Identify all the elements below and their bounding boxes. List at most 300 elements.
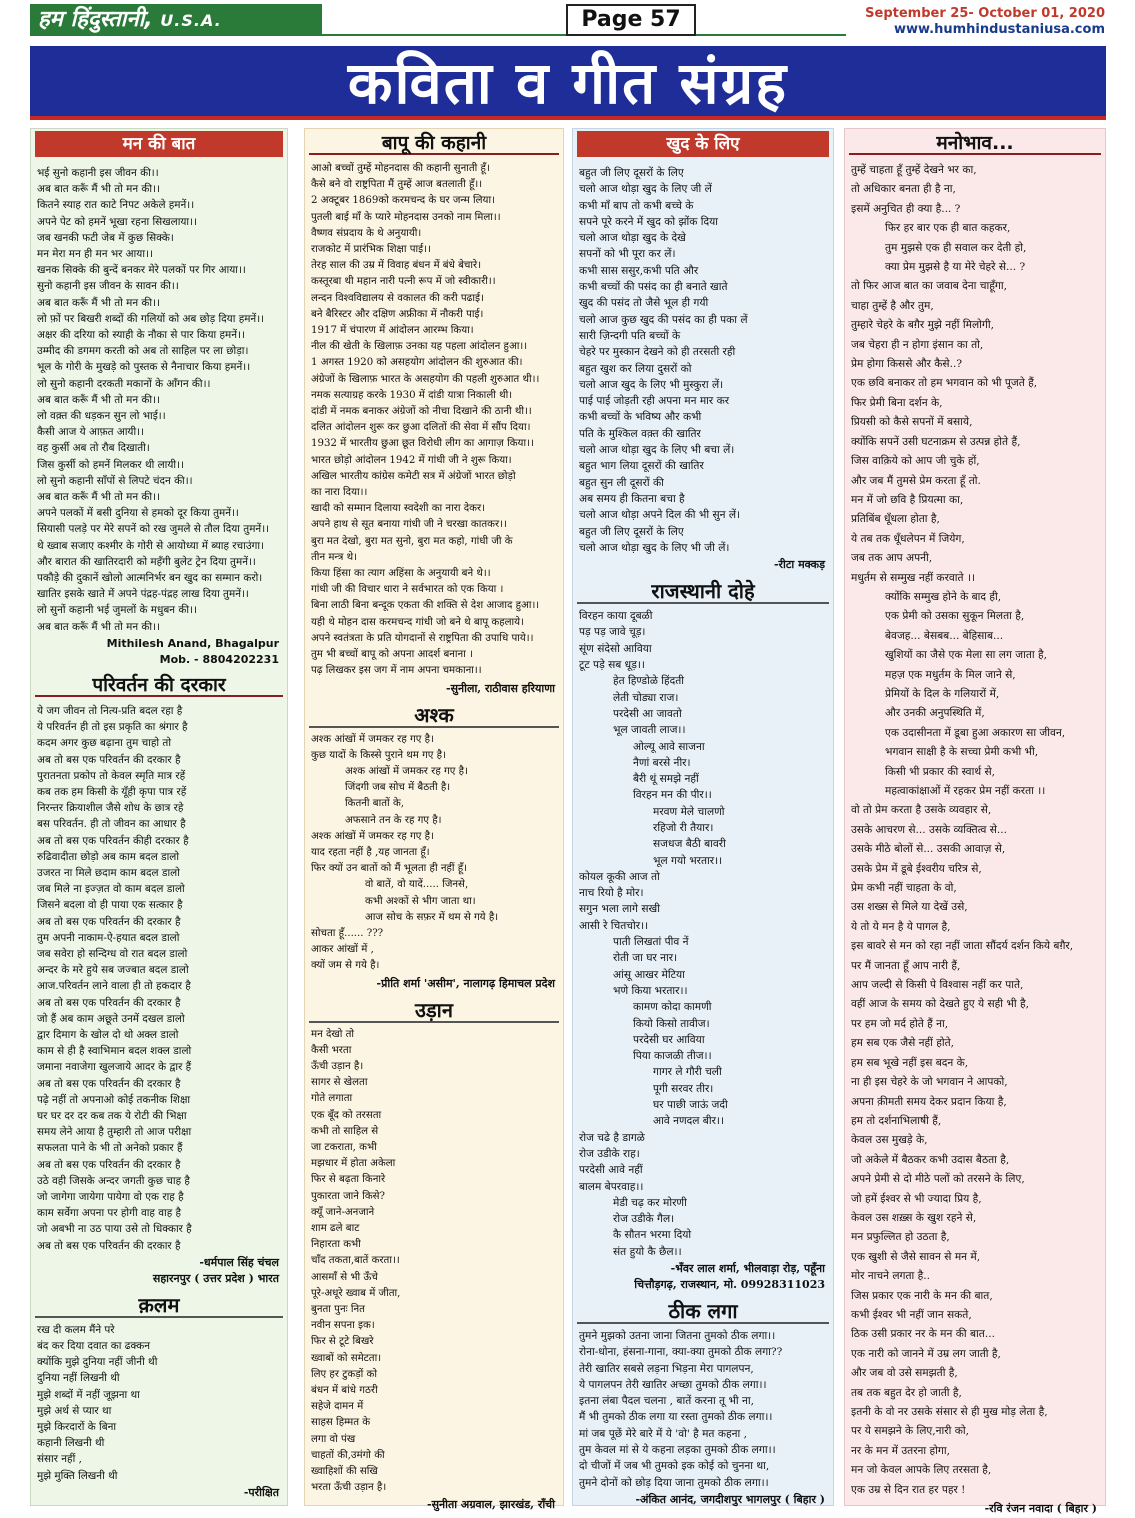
poem-line: नील की खेती के खिलाफ़ उनका यह पहला आंदोलन हुआ।। — [311, 341, 528, 353]
poem-line: नर के मन में उतरना होगा, — [851, 1444, 950, 1457]
poem-line: घर घर दर दर कब तक ये रोटी की भिक्षा — [37, 1109, 187, 1122]
poem-line: पूगी सरवर तीर। — [653, 1082, 714, 1095]
poem-line: पुतली बाई माँ के प्यारे मोहनदास उनको नाम मिला।। — [311, 211, 501, 223]
poem-line: जमाना नवाजेगा खुलजाये आदर के द्वार हैं — [37, 1061, 192, 1074]
poem-line: भरता ऊँची उड़ान है। — [311, 1482, 387, 1494]
poem-line: ऊँची उड़ान है। — [311, 1060, 364, 1072]
poem-line: 2 अक्टूबर 1869को करमचन्द के घर जन्म लिया। — [311, 195, 495, 207]
poem-line: कभी माँ बाप तो कभी बच्चे के — [579, 199, 694, 212]
poem-line: रख दी कलम मैंने परे — [37, 1323, 115, 1336]
poem-title: क़लम — [35, 1292, 283, 1318]
poem-line: महज़ एक मधुर्तम के मिल जाने से, — [885, 668, 1016, 681]
poem-line: वो तो प्रेम करता है उसके व्यवहार से, — [851, 804, 992, 817]
poem-line: बंधन में बांधे गठरी — [311, 1385, 378, 1397]
newspaper-name — [30, 4, 322, 36]
poem-line: रोज चढे है डागळे — [579, 1131, 645, 1144]
poem-line: मैं भी तुमको ठीक लगा या रस्ता तुमको ठीक लगा।। — [579, 1411, 773, 1424]
poem-line: काम से ही है स्वाभिमान बदल शक्ल डालो — [37, 1045, 192, 1058]
poem-line: आवे नणदल बीर।। — [653, 1115, 724, 1128]
poem-line: आज.परिवर्तन लाने वाला ही तो हकदार है — [37, 980, 191, 993]
poem-line: अक्षर की दरिया को स्याही के नौका से पार किया हमनें।। — [37, 329, 245, 342]
poem-line: चाहा तुम्हें है और तुम, — [851, 299, 934, 312]
poem-line: केवल उस शख़्स के खुश रहने से, — [851, 1211, 977, 1224]
newspaper-region: U.S.A. — [160, 11, 222, 30]
poem-line: चाँद तकता,बातें करता।। — [311, 1255, 400, 1267]
poem-line: भगवान साक्षी है के सच्चा प्रेमी कभी भी, — [885, 746, 1039, 759]
poem-line: सपनों को भी पूरा कर लें। — [579, 248, 676, 261]
poem-line: पिया काजळी तीज।। — [633, 1050, 712, 1063]
poem-line: का नारा दिया।। — [311, 487, 368, 499]
poem-line: फिर हर बार एक ही बात कहकर, — [885, 222, 1011, 235]
column-4 — [844, 128, 1106, 1516]
poem-line: तेरी खातिर सबसे लड़ना भिड़ना मेरा पागलपन, — [579, 1362, 754, 1375]
poem-line: बहुत जी लिए दूसरों के लिए — [579, 525, 684, 538]
poem-line: पकौड़े की दुकानें खोलो आत्मनिर्भर बन खुद का सम्मान करो। — [37, 572, 263, 585]
poem-line: पर मैं जानता हूँ आप नारी हैं, — [851, 959, 961, 972]
header-rule-right — [696, 34, 846, 36]
poem-line: लो वक़्त की धड़कन सुन लो भाई।। — [37, 410, 166, 423]
poem-line: तो फिर आज बात का जवाब देना चाहूँगा, — [851, 280, 1007, 293]
poem-line: एक उदासीनता में डूबा हुआ अकारण सा जीवन, — [885, 726, 1066, 739]
poem-line: कैसी भरता — [311, 1044, 352, 1056]
poem-line: अपने प्रेमी से दो मीठे पलों को तरसने के लिए, — [851, 1173, 1025, 1186]
poem-line: लो फ़ों पर बिखरी शब्दों की गलियों को अब छोड़ दिया हमनें।। — [37, 312, 265, 325]
poem-line: एक बूँद को तरसता — [311, 1109, 382, 1121]
poem-line: साहस हिम्मत के — [311, 1417, 371, 1429]
poem-line: अपने पेट को हमनें भूखा रहना सिखलाया।। — [37, 215, 197, 228]
poem-line: ये तो ये मन है ये पागल है, — [851, 920, 951, 933]
poem-line: बने बैरिस्टर और दक्षिण अफ्रीका में नौकरी पाई। — [311, 308, 484, 320]
poem-line: उठे वही जिसके अन्दर जगती कुछ चाह है — [37, 1174, 190, 1187]
poem-line: इतना लंबा पैदल चलना , बातें करना तू भी ना, — [579, 1395, 755, 1408]
poem-line: लेती चोड्या राज। — [613, 691, 679, 704]
poem-line: रोज उडीके राह। — [579, 1147, 640, 1160]
poem-line: रोज उडीके गैल। — [613, 1213, 675, 1226]
poem-title: खुद के लिए — [577, 131, 829, 157]
poem-line: भूल के गोरी के मुखड़े को पुस्तक से नैनाचार किया हमनें।। — [37, 361, 251, 374]
poem-line: पुकारता जाने किसे? — [311, 1190, 386, 1202]
poem-author: -अंकित आनंद, जगदीशपुर भागलपुर ( बिहार ) — [635, 1492, 825, 1506]
poem-line: पाई पाई जोड़ती रही अपना मन मार कर — [579, 395, 730, 408]
poem-body — [305, 1027, 563, 1497]
poem-line: द्वार दिमाग के खोल दो थो अक्ल डालो — [37, 1028, 179, 1041]
poem-line: क्योंकि सम्मुख होने के बाद ही, — [885, 590, 1002, 603]
poem-line: हम तो दर्शनाभिलाषी हैं, — [851, 1114, 942, 1127]
poem-line: जब खनकी फटी जेब में कुछ सिक्के। — [37, 231, 174, 244]
poem-line: ये जग जीवन तो नित्य-प्रति बदल रहा है — [37, 704, 183, 717]
poem-line: आसी रे चितचोर।। — [579, 919, 649, 932]
poem-body — [31, 165, 287, 635]
poem-line: कदम अगर कुछ बढ़ाना तुम चाहो तो — [37, 737, 172, 750]
poem-line: तुम्हें चाहता हूँ तुम्हें देखने भर का, — [851, 164, 977, 176]
poem-line: पुरातनता प्रकोप तो केवल स्मृति मात्र रहें — [37, 769, 186, 782]
poem-author-phone: Mob. - 8804202231 — [159, 652, 279, 666]
poem-line: अब तो बस एक परिवर्तन की दरकार है — [37, 996, 181, 1009]
poem-line: रोती जा घर नार। — [613, 952, 678, 965]
poem-line: पाती लिखतां पीव नें — [613, 936, 689, 949]
poem-line: नमक सत्याग्रह करके 1930 में दांडी यात्रा निकाली थी। — [311, 389, 513, 401]
poem-line: खनक सिक्के की बुन्दें बनकर मेरे पलकों पर गिर आया।। — [37, 264, 246, 277]
poem-body — [31, 703, 287, 1254]
poem-line: परदेसी आ जावतो — [613, 707, 682, 720]
poem-line: कब तक हम किसी के यूँही कृपा पात्र रहें — [37, 785, 187, 798]
poem-line: अन्दर के मरे हुये सब जज्बात बदल डालो — [37, 964, 189, 977]
poem-line: नैणां बरसे नीर। — [633, 756, 691, 769]
poem-line: गांधी जी की विचार धारा ने सर्वभारत को एक किया । — [311, 584, 504, 596]
poem-line: हम सब भूखे नहीं इस बदन के, — [851, 1056, 969, 1069]
column-3 — [572, 128, 834, 1506]
poem-line: जब तक आप अपनी, — [851, 552, 933, 565]
poem-line: अब तो बस एक परिवर्तन की दरकार है — [37, 1239, 181, 1252]
poem-line: बंद कर दिया दवात का ढक्कन — [37, 1340, 150, 1352]
poem-line: तुमने दोनों को छोड़ दिया जाना तुमको ठीक लगा।। — [579, 1476, 769, 1489]
poem-line: 1932 में भारतीय छुआ छूत विरोधी लीग का आगाज़ किया।। — [311, 438, 534, 450]
poem-line: दुनिया नहीं लिखनी थी — [37, 1372, 120, 1385]
column-2 — [304, 128, 564, 1512]
poem-line: कै सौतन भरमा दियो — [613, 1229, 692, 1242]
poem-line: अब समय ही कितना बचा है — [579, 492, 685, 505]
poem-line: गोते लगाता — [311, 1093, 353, 1105]
poem-line: बैरी थूं समझे नहीं — [633, 773, 699, 786]
poem-line: ख्वाहिशों की सखि — [311, 1466, 378, 1478]
page-number: Page 57 — [566, 4, 696, 36]
poem-line: निरन्तर क्रियाशील जैसे शोध के छात्र रहे — [37, 802, 184, 815]
poem-author: -धर्मपाल सिंह चंचल — [199, 1255, 279, 1269]
poem-line: कियो किसो तावीज। — [633, 1017, 710, 1030]
poem-line: कस्तूरबा थी महान नारी पत्नी रूप में जो स्वीकारी।। — [311, 276, 496, 288]
poem-line: फिर से टूटे बिखरे — [311, 1336, 374, 1348]
issue-date: September 25- October 01, 2020 — [865, 6, 1105, 21]
poem-line: आज सोच के सफ़र में थम से गये है। — [365, 911, 499, 923]
poem-line: मुझे अर्थ से प्यार था — [37, 1404, 112, 1417]
poem-author: -सुनीता अग्रवाल, झारखंड, राँची — [427, 1498, 555, 1512]
poem-line: खुद की पसंद तो जैसे भूल ही गयी — [579, 297, 709, 310]
poem-line: कहानी लिखनी थी — [37, 1437, 105, 1450]
poem-line: चेहरे पर मुस्कान देखने को ही तरसती रही — [579, 346, 736, 359]
poem-line: मन देखो तो — [311, 1028, 355, 1040]
poem-line: सूंण संदेसो आविया — [579, 642, 652, 655]
poem-line: यही थे मोहन दास करमचन्द गांधी जो बने थे बापू कहलाये। — [311, 616, 524, 628]
poem-line: उसके आचरण से... उसके व्यक्तित्व से... — [851, 823, 1008, 836]
poem-line: प्रियसी को कैसे सपनों में बसाये, — [851, 416, 973, 429]
poem-line: मन प्रफुल्लित हो उठता है, — [851, 1231, 950, 1244]
poem-line: कोयल कूकी आज तो — [579, 870, 660, 883]
section-banner: कविता व गीत संग्रह — [30, 46, 1106, 120]
poem-line: पर हम जो मर्द होते हैं ना, — [851, 1017, 949, 1030]
poem-line: मझधार में होता अकेला — [311, 1158, 396, 1170]
poem-line: बहुत सुन ली दूसरों की — [579, 476, 664, 489]
poem-line: कभी बच्चों की पसंद का ही बनाते खाते — [579, 281, 728, 294]
poem-line: ये तब तक धूँधलेपन में जियेग, — [851, 532, 965, 545]
poem-title: अश्क — [309, 702, 559, 728]
poem-line: अखिल भारतीय कांग्रेस कमेटी सत्र में अंग्रेजों भारत छोड़ो — [311, 470, 516, 482]
poem-line: निहारता कभी — [311, 1239, 361, 1251]
poem-body — [305, 161, 563, 680]
poem-line: चाहतों की,उमंगो की — [311, 1449, 385, 1461]
poem-line: आसमाँ से भी ऊँचे — [311, 1271, 378, 1283]
poem-author-place: चित्तौड़गढ़, राजस्थान, मो. 09928311023 — [634, 1278, 825, 1291]
poem-line: हेत हिण्डोळे हिंदती — [613, 675, 685, 688]
poem-author: -परीक्षित — [243, 1485, 279, 1499]
poem-line: परदेसी घर आविया — [633, 1033, 705, 1046]
poem-body — [305, 732, 563, 975]
poem-line: जब सवेरा हो सन्दिग्ध वो रात बदल डालो — [37, 947, 188, 960]
poem-line: 1 अगस्त 1920 को असहयोग आंदोलन की शुरुआत की। — [311, 357, 523, 369]
poem-line: मोर नाचने लगता है.. — [851, 1270, 931, 1283]
poem-line: भारत छोड़ो आंदोलन 1942 में गांधी जी ने शुरू किया। — [311, 454, 512, 466]
poem-line: चलो आज कुछ खुद की पसंद का ही पका लें — [579, 313, 748, 326]
poem-line: लन्दन विश्वविद्यालय से वकालत की करी पढाई। — [311, 292, 484, 304]
poem-line: एक खुशी से जैसे सावन से मन में, — [851, 1250, 981, 1263]
poem-line: काम सर्वेगा अपना पर होगी वाह वाह है — [37, 1207, 182, 1220]
poem-line: ख्वाबों को समेटता। — [311, 1352, 382, 1364]
poem-line: बालम बेपरवाह।। — [579, 1180, 644, 1193]
poem-line: घर पाछी जाऊं जदी — [653, 1099, 728, 1112]
poem-line: सोचता हूँ...... ??? — [311, 927, 384, 939]
poem-line: जो अकेले में बैठकर कभी उदास बैठता है, — [851, 1153, 1010, 1166]
poem-line: बेवजह... बेसबब... बेहिसाब... — [885, 629, 1004, 642]
poem-line: 1917 में चंपारण में आंदोलन आरम्भ किया। — [311, 325, 474, 337]
poem-line: राजकोट में प्रारंभिक शिक्षा पाई।। — [311, 244, 431, 256]
poem-line: तब तक बहुत देर हो जाती है, — [851, 1386, 962, 1399]
poem-line: रोना-धोना, हंसना-गाना, क्या-क्या तुमको ठीक लगा?? — [579, 1346, 783, 1359]
newspaper-name-text: हम हिंदुस्तानी, — [38, 7, 153, 32]
poem-line: और जब मैं तुमसे प्रेम करता हूँ तो. — [851, 474, 981, 487]
poem-line: क्यों जम से गये है। — [311, 960, 380, 972]
poem-line: कामण कोदा कामणी — [633, 1001, 712, 1014]
poem-line: लगा वो पंख — [311, 1433, 356, 1445]
poem-line: दलित आंदोलन शुरू कर छुआ दलितों की सेवा में सौंप दिया। — [311, 422, 531, 434]
poem-body — [573, 165, 833, 556]
poem-line: मुझे किरदारों के बिना — [37, 1421, 117, 1434]
poem-line: और बारात की खातिरदारी को महँगी बुलेट ट्रेन दिया तुमनें।। — [37, 555, 256, 568]
poem-body — [573, 1328, 833, 1491]
poem-line: उम्मीद की डगमग करती को अब तो साहिल पर ला छोड़ा। — [37, 345, 249, 358]
poem-line: टूट पड़े सब धूड़।। — [579, 659, 645, 672]
poem-line: तो अधिकार बनता ही है ना, — [851, 183, 956, 196]
poem-line: आंसू आखर मेटिया — [613, 968, 685, 981]
poem-line: सुनो कहानी इस जीवन के सावन की।। — [37, 280, 179, 293]
poem-line: तुम्हारे चेहरे के बग़ैर मुझे नहीं मिलोगी, — [851, 319, 994, 332]
poem-author: -सुनीला, राठीवास हरियाणा — [446, 681, 555, 695]
poem-line: कितने स्याह रात काटे निपट अकेले हमनें।। — [37, 199, 195, 212]
poem-author: -प्रीति शर्मा 'असीम', नालागढ़ हिमाचल प्रदेश — [376, 976, 555, 990]
poem-line: फिर प्रेमी बिना दर्शन के, — [851, 396, 943, 409]
poem-line: केवल उस मुखड़े के, — [851, 1134, 928, 1147]
poem-line: भूल जावती लाज।। — [613, 724, 686, 737]
poem-line: किसी भी प्रकार की स्वार्थ से, — [885, 765, 995, 778]
poem-line: प्रेम कभी नहीं चाहता के वो, — [851, 882, 957, 895]
poem-line: वह कुर्सी अब तो रौब दिखाती। — [37, 442, 150, 455]
poem-line: तुम भी बच्चों बापू को अपना आदर्श बनाना । — [311, 649, 473, 661]
poem-line: अब बात करूँ मैं भी तो मन की।। — [37, 296, 160, 309]
poem-line: मधुर्तम से सम्मुख नहीं करवाते ।। — [851, 571, 975, 584]
poem-author: -रीटा मक्कड़ — [773, 558, 825, 572]
poem-line: कभी अश्कों से भीग जाता था। — [365, 895, 476, 907]
poem-line: पढ़ लिखकर इस जग में नाम अपना चमकाना।। — [311, 665, 482, 677]
poem-line: सगुन भला लागे सखी — [579, 903, 660, 916]
poem-line: जो हमें ईश्वर से भी ज्यादा प्रिय है, — [851, 1192, 982, 1205]
poem-line: दो चीजों में जब भी तुमको इक कोई को चुनना था, — [579, 1460, 770, 1473]
poem-title: परिवर्तन की दरकार — [35, 673, 283, 697]
poem-line: कैसी आज ये आफ़त आयी।। — [37, 426, 145, 439]
poem-line: इतनी के वो नर उसके संसार से ही मुख मोड़ लेता है, — [851, 1406, 1048, 1418]
poem-line: बहुत भाग लिया दूसरों की खातिर — [579, 460, 704, 473]
poem-author: Mithilesh Anand, Bhagalpur — [106, 636, 279, 650]
poem-line: बहुत खुश कर लिया दुसरों को — [579, 362, 692, 375]
poem-line: अब तो बस एक परिवर्तन की दरकार है — [37, 915, 181, 928]
poem-line: कैसे बने वो राष्ट्रपिता मैं तुम्हें आज बतलाती हूँ।। — [311, 179, 483, 191]
poem-line: समय लेने आया है तुम्हारी तो आज परीक्षा — [37, 1126, 192, 1139]
poem-line: कभी तो साहिल से — [311, 1125, 379, 1137]
poem-line: किया हिंसा का त्याग अहिंसा के अनुयायी बने थे।। — [311, 568, 491, 580]
poem-line: वहीं आज के समय को देखते हुए ये सही भी है, — [851, 998, 1029, 1011]
poem-line: ठिक उसी प्रकार नर के मन की बात... — [851, 1328, 995, 1341]
poem-line: क्यूँ जाने-अनजाने — [311, 1206, 375, 1218]
poem-line: मन जो केवल आपके लिए तरसता है, — [851, 1464, 992, 1477]
poem-line: एक नारी को जानने में उम्र लग जाती है, — [851, 1347, 1001, 1360]
poem-line: पति के मुश्किल वक़्त की खातिर — [579, 427, 701, 440]
poem-line: सपने पूरे करने में खुद को झोंक दिया — [579, 215, 718, 228]
poem-line: जब मिले ना इज्ज़त वो काम बदल डालो — [37, 883, 185, 896]
poem-line: बिना लाठी बिना बन्दूक एकता की शक्ति से देश आजाद हुआ।। — [311, 600, 540, 612]
poem-line: लो सुनों कहानी भई जुमलों के मधुबन की।। — [37, 604, 197, 617]
poem-line: जिसने बदला वो ही पाया एक सत्कार है — [37, 899, 183, 912]
poem-body — [31, 1322, 287, 1484]
poem-line: रुढिवादीता छोड़ो अब काम बदल डालो — [37, 850, 180, 863]
poem-line: याद रहता नहीं है ,यह जानता हूँ। — [311, 846, 430, 858]
poem-line: ना ही इस चेहरे के जो भगवान ने आपको, — [851, 1076, 1008, 1089]
poem-line: भणे किया भरतार।। — [613, 984, 688, 997]
poem-line: मुझे शब्दों में नहीं जूझना था — [37, 1388, 140, 1401]
poem-line: जो हैं अब काम अछूते उनमें दखल डालो — [37, 1012, 185, 1025]
poem-line: एक उम्र से दिन रात हर पहर ! — [851, 1483, 966, 1496]
poem-line: आप जल्दी से किसी पे विश्वास नहीं कर पाते, — [851, 979, 1024, 992]
poem-line: अपने हाथ से सूत बनाया गांधी जी ने चरखा कातकर।। — [311, 519, 507, 531]
poem-line: मन में जो छवि है प्रियत्मा का, — [851, 493, 964, 506]
poem-line: कभी सास ससुर,कभी पति और — [579, 264, 699, 277]
poem-line: चलो आज थोड़ा खुद के देखे — [579, 232, 686, 245]
poem-line: मरवण मेले चालणो — [653, 805, 725, 818]
poem-line: चलो आज खुद के लिए भी मुस्कुरा लें। — [579, 378, 724, 391]
poem-line: पढ़े नहीं तो अपनाओ कोई तकनीक शिक्षा — [37, 1093, 191, 1106]
poem-line: प्रेम होगा किससे और कैसे..? — [851, 358, 962, 371]
poem-line: ओल्यू आवे साजना — [633, 740, 705, 753]
poem-line: मुझे मुक्ति लिखनी थी — [37, 1469, 118, 1482]
poem-line: तुम केवल मां से ये कहना लड़का तुमको ठीक लगा।। — [579, 1444, 776, 1457]
poem-line: और उनकी अनुपस्थिति में, — [885, 707, 985, 720]
poem-line: अपने पलकों में बसी दुनिया से हमको दूर किया तुमनें।। — [37, 507, 239, 520]
poem-line: सजधज बैठी बावरी — [653, 838, 726, 851]
poem-line: पड़ पड़ जावे चूड़। — [579, 626, 646, 639]
poem-line: अब बात करूँ मैं भी तो मन की।। — [37, 491, 160, 504]
poem-line: कभी ईश्वर भी नहीं जान सकते, — [851, 1308, 972, 1321]
poem-line: जिस वाक़िये को आप जी चुके हों, — [851, 455, 980, 468]
poem-line: क्या प्रेम मुझसे है या मेरे चेहरे से... ? — [885, 261, 1026, 274]
poem-line: ये परिवर्तन ही तो इस प्रकृति का श्रंगार है — [37, 721, 188, 734]
poem-line: संसार नहीं , — [37, 1453, 82, 1466]
poem-line: विरहन काया दूबळी — [579, 610, 653, 623]
poem-line: दांडी में नमक बनाकर अंग्रेजों को नीचा दिखाने की ठानी थी।। — [311, 406, 532, 418]
poem-line: इसमें अनुचित ही क्या है... ? — [851, 202, 961, 215]
poem-line: लो सुनो कहानी दरकती मकानों के आँगन की।। — [37, 377, 211, 390]
poem-line: बुरा मत देखो, बुरा मत सुनो, बुरा मत कहो, गांधी जी के — [311, 535, 513, 547]
poem-line: विरहन मन की पीर।। — [633, 789, 712, 802]
poem-line: लिए हर टुकड़ों को — [311, 1368, 377, 1380]
column-1 — [30, 128, 288, 1506]
poem-author: -रवि रंजन नवादा ( बिहार ) — [984, 1502, 1097, 1516]
poem-line: बस परिवर्तन. ही तो जीवन का आधार है — [37, 818, 186, 831]
poem-title: ठीक लगा — [577, 1298, 829, 1324]
poem-line: जिस प्रकार एक नारी के मन की बात, — [851, 1289, 993, 1302]
poem-line: जो जागेगा जायेगा पायेगा वो एक राह है — [37, 1190, 184, 1203]
poem-line: एक प्रेमी को उसका सुकून मिलता है, — [885, 610, 1025, 623]
poem-line: वैष्णव संप्रदाय के थे अनुयायी। — [311, 227, 422, 239]
poem-line: ये पागलपन तेरी खातिर अच्छा तुमको ठीक लगा।। — [579, 1378, 767, 1391]
poem-line: पूरे-अधूरे ख्वाब में जीता, — [311, 1287, 401, 1299]
poem-line: रहिजो री तैयार। — [653, 821, 714, 834]
poem-line: मां जब पूछें मेरे बारे में ये 'वो' है मत कहना , — [579, 1427, 747, 1440]
poem-line: इस बावरे से मन को रहा नहीं जाता सौंदर्य दर्शन किये बग़ैर, — [851, 940, 1074, 953]
poem-line: जिस कुर्सी को हमनें मिलकर थी लायी।। — [37, 458, 184, 471]
poem-line: परदेसी आवे नहीं — [579, 1164, 643, 1177]
poem-line: अब बात करूँ मैं भी तो मन की।। — [37, 393, 160, 406]
poem-line: अपना क़ीमती समय देकर प्रदान किया है, — [851, 1095, 1007, 1108]
poem-line: बुनता पुनः नित — [311, 1304, 365, 1315]
poem-line: सहेजे दामन में — [311, 1401, 364, 1413]
poem-line: आकर आंखों में , — [311, 944, 374, 956]
poem-line: अश्क आंखों में जमकर रह गए है। — [311, 830, 434, 842]
poem-line: चलो आज थोड़ा खुद के लिए भी बचा लें। — [579, 444, 735, 457]
poem-line: उसके प्रेम में डूबे ईश्वरीय चरित्र से, — [851, 862, 982, 875]
poem-title: मन की बात — [35, 131, 283, 157]
poem-line: जिंदगी जब सोच में बैठती है। — [345, 782, 451, 794]
poem-line: मन मेरा मन ही मन भर आया।। — [37, 248, 153, 261]
poem-line: पर ये समझने के लिए,नारी को, — [851, 1425, 969, 1438]
poem-body — [845, 161, 1105, 1500]
poem-line: नवीन सपना इक। — [311, 1320, 375, 1332]
poem-line: उस शख्स से मिले या देखें उसे, — [851, 901, 968, 914]
poem-line: तीन मन्त्र थे। — [311, 551, 357, 563]
poem-line: अपने स्वतंत्रता के प्रति योगदानों से राष्ट्रपिता की उपाधि पाये।। — [311, 632, 534, 644]
poem-line: एक छवि बनाकर तो हम भगवान को भी पूजते हैं, — [851, 377, 1038, 390]
poem-line: कितनी बातों के, — [345, 798, 405, 810]
poem-line: अब तो बस एक परिवर्तन कीही दरकार है — [37, 834, 189, 847]
poem-line: खातिर इसके खाते में अपने पंद्रह-पंद्रह लाख दिया तुमनें।। — [37, 588, 249, 601]
poem-line: तुमने मुझको उतना जाना जितना तुमको ठीक लगा।। — [579, 1330, 776, 1342]
poem-line: और जब वो उसे समझती है, — [851, 1367, 958, 1380]
poem-line: कुछ यादों के किस्से पुराने थम गए है। — [311, 749, 446, 761]
poem-line: अब बात करूँ मैं भी तो मन की।। — [37, 620, 160, 633]
poem-line: उसके मीठे बोलों से... उसकी आवाज़ से, — [851, 843, 1006, 856]
poem-line: अब तो बस एक परिवर्तन की दरकार है — [37, 753, 181, 766]
poem-line: वो बातें, वो यादें..... जिनसे, — [365, 879, 469, 891]
website-link[interactable]: www.humhindustaniusa.com — [893, 22, 1105, 37]
poem-line: सागर से खेलता — [311, 1077, 368, 1089]
poem-line: जब चेहरा ही न होगा इंसान का तो, — [851, 338, 984, 351]
poem-line: संत हुयो कै छैल।। — [613, 1245, 682, 1258]
poem-line: उजरत ना मिले छदाम काम बदल डालो — [37, 866, 180, 879]
poem-line: लो सुनो कहानी साँपों से लिपटे चंदन की।। — [37, 474, 193, 487]
poem-line: मेडी चढ़ कर मोरणी — [613, 1196, 687, 1209]
poem-line: तेरह साल की उम्र में विवाह बंधन में बंधे बेचारे। — [311, 260, 482, 272]
poem-line: शाम ढले बाट — [311, 1222, 360, 1234]
poem-line: बहुत जी लिए दूसरों के लिए — [579, 167, 684, 179]
poem-line: खादी को सम्मान दिलाया स्वदेशी का नारा देकर। — [311, 503, 486, 515]
poem-line: खुशियों का जैसे एक मेला सा लग जाता है, — [885, 649, 1048, 662]
header-rule-left — [322, 34, 566, 36]
poem-line: अश्क आंखों में जमकर रह गए है। — [311, 733, 434, 745]
